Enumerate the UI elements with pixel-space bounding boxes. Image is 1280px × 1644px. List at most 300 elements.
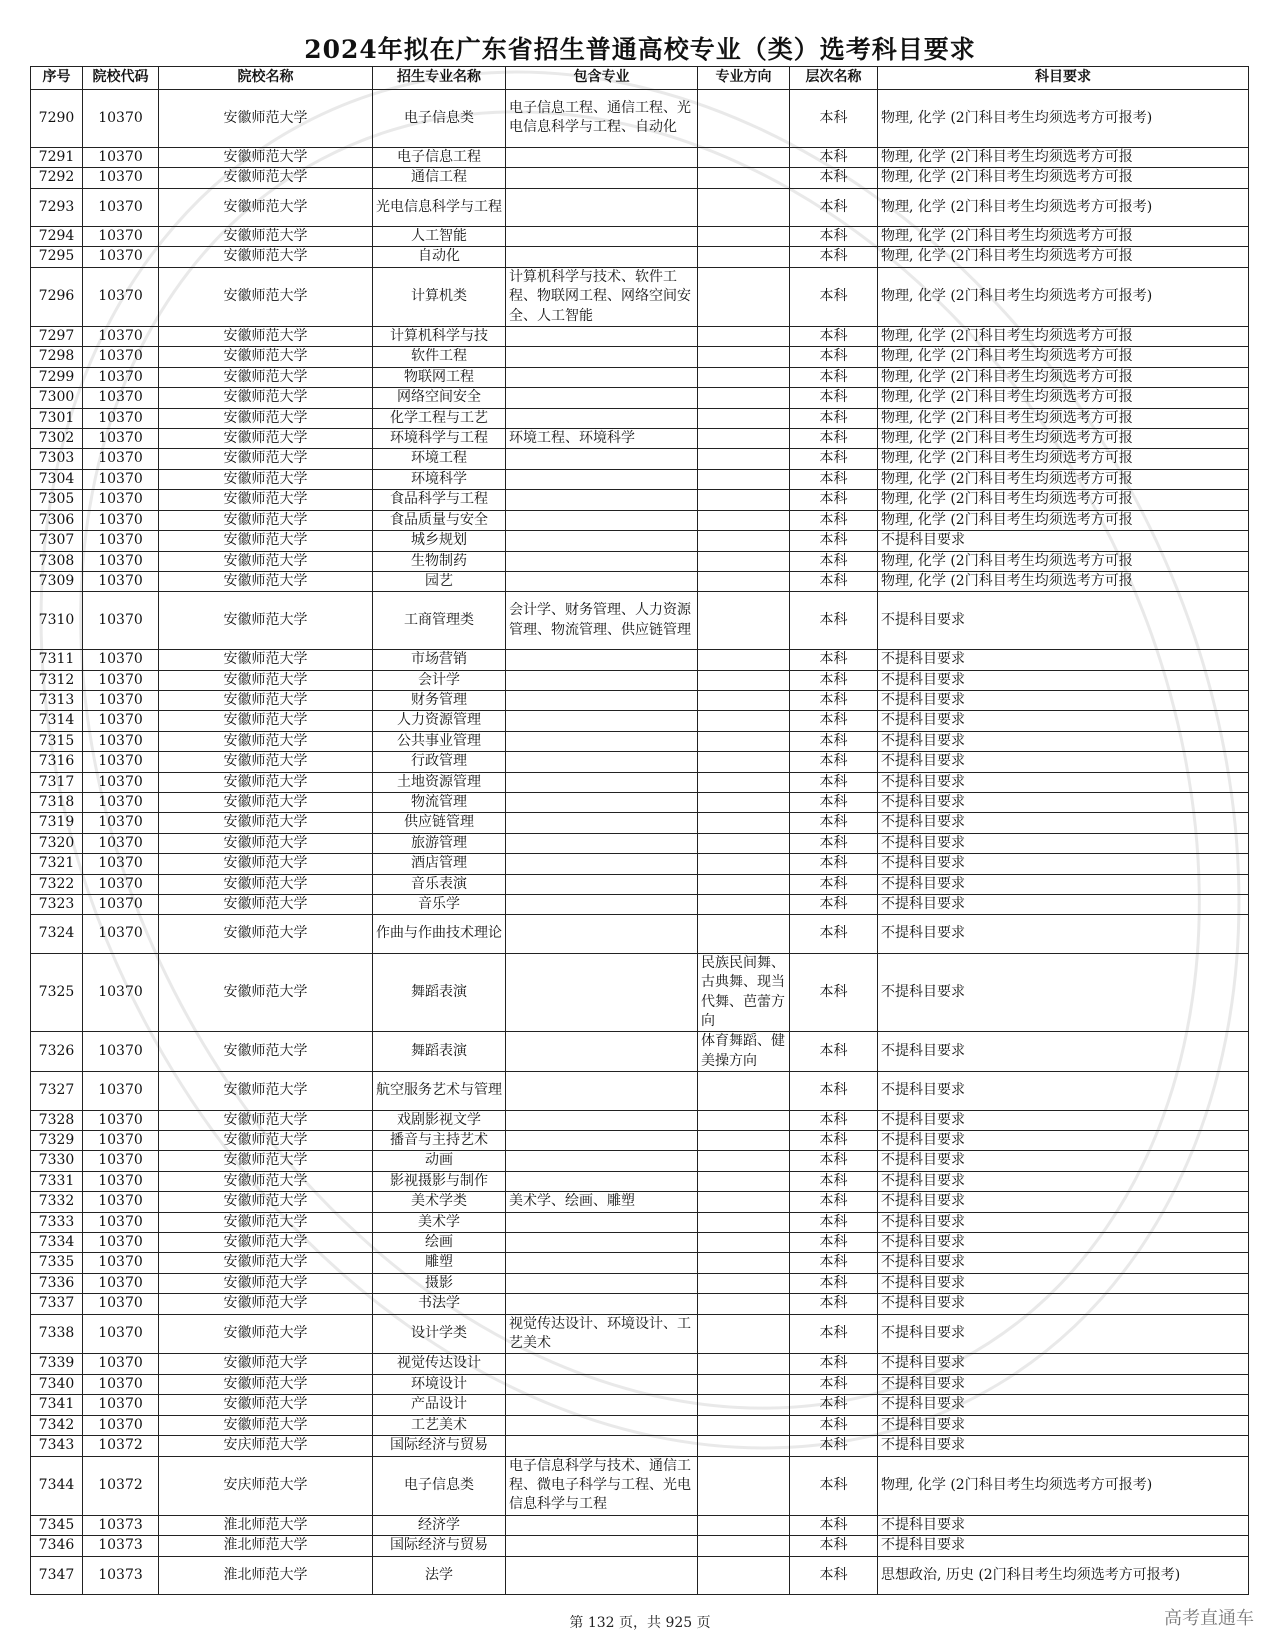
- cell-included-majors: [506, 731, 698, 751]
- table-row: [31, 1151, 1249, 1171]
- cell-subject-requirements: 物理, 化学 (2门科目考生均须选考方可报考): [878, 267, 1249, 326]
- cell-included-majors: [506, 510, 698, 530]
- cell-school-name: 安徽师范大学: [159, 1395, 373, 1415]
- cell-major-name: 环境科学: [373, 469, 506, 489]
- cell-level: 本科: [790, 1395, 878, 1415]
- cell-major-name: 国际经济与贸易: [373, 1536, 506, 1556]
- cell-subject-requirements: 物理, 化学 (2门科目考生均须选考方可报: [878, 469, 1249, 489]
- cell-index: 7343: [31, 1436, 83, 1456]
- cell-major-name: 土地资源管理: [373, 772, 506, 792]
- cell-subject-requirements: 不提科目要求: [878, 1032, 1249, 1072]
- table-row: [31, 792, 1249, 812]
- cell-level: 本科: [790, 1171, 878, 1191]
- cell-school-name: 安徽师范大学: [159, 490, 373, 510]
- cell-major-name: 城乡规划: [373, 531, 506, 551]
- cell-included-majors: [506, 813, 698, 833]
- cell-index: 7320: [31, 833, 83, 853]
- cell-included-majors: [506, 854, 698, 874]
- cell-major-direction: [698, 510, 790, 530]
- cell-level: 本科: [790, 1415, 878, 1435]
- cell-school-name: 安徽师范大学: [159, 592, 373, 650]
- table-row: [31, 367, 1249, 387]
- cell-included-majors: [506, 772, 698, 792]
- cell-index: 7306: [31, 510, 83, 530]
- cell-major-direction: [698, 168, 790, 188]
- table-row: [31, 670, 1249, 690]
- cell-school-name: 安徽师范大学: [159, 1131, 373, 1151]
- table-row: [31, 650, 1249, 670]
- cell-school-name: 安徽师范大学: [159, 953, 373, 1032]
- cell-school-name: 安徽师范大学: [159, 731, 373, 751]
- cell-major-direction: [698, 327, 790, 347]
- cell-index: 7336: [31, 1273, 83, 1293]
- cell-included-majors: [506, 953, 698, 1032]
- cell-school-name: 安庆师范大学: [159, 1456, 373, 1515]
- cell-level: 本科: [790, 408, 878, 428]
- cell-index: 7308: [31, 551, 83, 571]
- cell-major-direction: [698, 1212, 790, 1232]
- cell-school-name: 安徽师范大学: [159, 90, 373, 148]
- cell-index: 7331: [31, 1171, 83, 1191]
- table-row: [31, 1233, 1249, 1253]
- table-row: [31, 1131, 1249, 1151]
- cell-index: 7329: [31, 1131, 83, 1151]
- cell-index: 7332: [31, 1192, 83, 1212]
- cell-major-name: 书法学: [373, 1294, 506, 1314]
- cell-subject-requirements: 物理, 化学 (2门科目考生均须选考方可报: [878, 168, 1249, 188]
- cell-major-direction: [698, 347, 790, 367]
- header-level: 层次名称: [790, 67, 878, 90]
- cell-subject-requirements: 不提科目要求: [878, 1515, 1249, 1535]
- cell-index: 7302: [31, 429, 83, 449]
- cell-major-direction: [698, 1151, 790, 1171]
- table-row: [31, 1374, 1249, 1394]
- table-row: [31, 1032, 1249, 1072]
- cell-major-direction: [698, 592, 790, 650]
- cell-school-name: 安徽师范大学: [159, 388, 373, 408]
- cell-school-code: 10370: [83, 592, 159, 650]
- cell-level: 本科: [790, 1374, 878, 1394]
- cell-school-name: 安徽师范大学: [159, 690, 373, 710]
- table-row: [31, 592, 1249, 650]
- cell-level: 本科: [790, 690, 878, 710]
- table-row: [31, 510, 1249, 530]
- cell-index: 7312: [31, 670, 83, 690]
- cell-major-name: 供应链管理: [373, 813, 506, 833]
- cell-included-majors: [506, 1374, 698, 1394]
- cell-index: 7335: [31, 1253, 83, 1273]
- cell-school-name: 安徽师范大学: [159, 408, 373, 428]
- cell-school-code: 10370: [83, 408, 159, 428]
- cell-level: 本科: [790, 813, 878, 833]
- table-row: [31, 1556, 1249, 1594]
- cell-index: 7296: [31, 267, 83, 326]
- table-row: [31, 711, 1249, 731]
- table-row: [31, 327, 1249, 347]
- cell-major-direction: [698, 650, 790, 670]
- table-row: [31, 469, 1249, 489]
- cell-major-direction: [698, 551, 790, 571]
- cell-school-name: 安徽师范大学: [159, 1294, 373, 1314]
- cell-included-majors: 视觉传达设计、环境设计、工艺美术: [506, 1314, 698, 1354]
- cell-subject-requirements: 物理, 化学 (2门科目考生均须选考方可报: [878, 247, 1249, 267]
- cell-major-direction: [698, 854, 790, 874]
- cell-index: 7316: [31, 752, 83, 772]
- cell-major-direction: [698, 388, 790, 408]
- cell-level: 本科: [790, 1436, 878, 1456]
- cell-major-direction: [698, 571, 790, 591]
- cell-level: 本科: [790, 1354, 878, 1374]
- cell-level: 本科: [790, 510, 878, 530]
- table-row: [31, 1294, 1249, 1314]
- cell-index: 7347: [31, 1556, 83, 1594]
- cell-level: 本科: [790, 267, 878, 326]
- cell-major-name: 雕塑: [373, 1253, 506, 1273]
- cell-major-direction: [698, 429, 790, 449]
- cell-subject-requirements: 物理, 化学 (2门科目考生均须选考方可报考): [878, 1456, 1249, 1515]
- cell-subject-requirements: 物理, 化学 (2门科目考生均须选考方可报: [878, 449, 1249, 469]
- cell-subject-requirements: 不提科目要求: [878, 1253, 1249, 1273]
- cell-school-code: 10370: [83, 792, 159, 812]
- cell-included-majors: 会计学、财务管理、人力资源管理、物流管理、供应链管理: [506, 592, 698, 650]
- cell-level: 本科: [790, 147, 878, 167]
- cell-major-direction: [698, 188, 790, 226]
- cell-included-majors: [506, 1171, 698, 1191]
- cell-school-code: 10370: [83, 1212, 159, 1232]
- cell-included-majors: [506, 1131, 698, 1151]
- table-row: [31, 168, 1249, 188]
- table-row: [31, 1110, 1249, 1130]
- cell-major-direction: 民族民间舞、古典舞、现当代舞、芭蕾方向: [698, 953, 790, 1032]
- cell-included-majors: [506, 1294, 698, 1314]
- cell-level: 本科: [790, 1110, 878, 1130]
- cell-school-code: 10373: [83, 1515, 159, 1535]
- cell-subject-requirements: 物理, 化学 (2门科目考生均须选考方可报: [878, 551, 1249, 571]
- table-row: [31, 874, 1249, 894]
- cell-school-code: 10370: [83, 874, 159, 894]
- cell-major-direction: [698, 1436, 790, 1456]
- cell-index: 7345: [31, 1515, 83, 1535]
- cell-subject-requirements: 不提科目要求: [878, 894, 1249, 914]
- cell-level: 本科: [790, 367, 878, 387]
- header-index: 序号: [31, 67, 83, 90]
- cell-school-name: 安徽师范大学: [159, 571, 373, 591]
- cell-index: 7292: [31, 168, 83, 188]
- cell-school-code: 10370: [83, 1253, 159, 1273]
- cell-major-name: 影视摄影与制作: [373, 1171, 506, 1191]
- cell-index: 7290: [31, 90, 83, 148]
- cell-school-name: 安徽师范大学: [159, 1314, 373, 1354]
- cell-major-direction: [698, 1110, 790, 1130]
- cell-included-majors: [506, 168, 698, 188]
- cell-major-name: 视觉传达设计: [373, 1354, 506, 1374]
- cell-included-majors: 电子信息科学与技术、通信工程、微电子科学与工程、光电信息科学与工程: [506, 1456, 698, 1515]
- cell-school-code: 10370: [83, 388, 159, 408]
- cell-major-name: 音乐表演: [373, 874, 506, 894]
- cell-level: 本科: [790, 752, 878, 772]
- cell-level: 本科: [790, 188, 878, 226]
- cell-index: 7294: [31, 227, 83, 247]
- cell-index: 7291: [31, 147, 83, 167]
- cell-school-code: 10370: [83, 147, 159, 167]
- cell-school-code: 10370: [83, 1151, 159, 1171]
- cell-school-code: 10370: [83, 510, 159, 530]
- table-row: [31, 551, 1249, 571]
- cell-included-majors: [506, 551, 698, 571]
- cell-school-name: 安徽师范大学: [159, 1110, 373, 1130]
- table-row: [31, 188, 1249, 226]
- cell-major-direction: [698, 449, 790, 469]
- cell-major-direction: [698, 1131, 790, 1151]
- cell-school-name: 安徽师范大学: [159, 429, 373, 449]
- cell-major-name: 国际经济与贸易: [373, 1436, 506, 1456]
- cell-major-name: 人力资源管理: [373, 711, 506, 731]
- cell-school-name: 安庆师范大学: [159, 1436, 373, 1456]
- cell-school-code: 10370: [83, 1131, 159, 1151]
- cell-school-name: 淮北师范大学: [159, 1556, 373, 1594]
- cell-school-code: 10370: [83, 227, 159, 247]
- cell-included-majors: [506, 327, 698, 347]
- cell-index: 7305: [31, 490, 83, 510]
- cell-index: 7328: [31, 1110, 83, 1130]
- cell-subject-requirements: 不提科目要求: [878, 772, 1249, 792]
- cell-school-name: 安徽师范大学: [159, 469, 373, 489]
- cell-school-code: 10370: [83, 752, 159, 772]
- cell-included-majors: [506, 347, 698, 367]
- cell-major-name: 设计学类: [373, 1314, 506, 1354]
- cell-major-direction: [698, 469, 790, 489]
- table-row: [31, 1212, 1249, 1232]
- cell-major-name: 物流管理: [373, 792, 506, 812]
- cell-school-name: 安徽师范大学: [159, 772, 373, 792]
- cell-subject-requirements: 物理, 化学 (2门科目考生均须选考方可报: [878, 388, 1249, 408]
- cell-major-name: 美术学: [373, 1212, 506, 1232]
- cell-major-name: 电子信息工程: [373, 147, 506, 167]
- cell-major-name: 园艺: [373, 571, 506, 591]
- table-row: [31, 227, 1249, 247]
- header-major-name: 招生专业名称: [373, 67, 506, 90]
- table-row: [31, 147, 1249, 167]
- cell-school-code: 10370: [83, 1273, 159, 1293]
- table-row: [31, 388, 1249, 408]
- cell-major-direction: [698, 731, 790, 751]
- cell-major-name: 工艺美术: [373, 1415, 506, 1435]
- cell-major-direction: [698, 752, 790, 772]
- cell-subject-requirements: 物理, 化学 (2门科目考生均须选考方可报: [878, 227, 1249, 247]
- cell-major-name: 化学工程与工艺: [373, 408, 506, 428]
- cell-subject-requirements: 不提科目要求: [878, 1192, 1249, 1212]
- cell-school-name: 安徽师范大学: [159, 670, 373, 690]
- cell-subject-requirements: 不提科目要求: [878, 531, 1249, 551]
- cell-level: 本科: [790, 327, 878, 347]
- cell-school-code: 10370: [83, 367, 159, 387]
- table-row: [31, 813, 1249, 833]
- cell-included-majors: [506, 388, 698, 408]
- cell-school-name: 安徽师范大学: [159, 247, 373, 267]
- cell-major-name: 法学: [373, 1556, 506, 1594]
- cell-school-name: 安徽师范大学: [159, 1212, 373, 1232]
- cell-major-direction: [698, 531, 790, 551]
- cell-included-majors: [506, 1395, 698, 1415]
- cell-major-direction: [698, 874, 790, 894]
- cell-school-name: 安徽师范大学: [159, 752, 373, 772]
- cell-index: 7322: [31, 874, 83, 894]
- cell-major-name: 计算机科学与技: [373, 327, 506, 347]
- cell-index: 7317: [31, 772, 83, 792]
- cell-level: 本科: [790, 854, 878, 874]
- cell-school-name: 安徽师范大学: [159, 168, 373, 188]
- cell-level: 本科: [790, 551, 878, 571]
- cell-included-majors: [506, 571, 698, 591]
- cell-major-name: 食品质量与安全: [373, 510, 506, 530]
- cell-included-majors: [506, 833, 698, 853]
- cell-level: 本科: [790, 772, 878, 792]
- cell-major-name: 动画: [373, 1151, 506, 1171]
- cell-subject-requirements: 不提科目要求: [878, 1110, 1249, 1130]
- cell-level: 本科: [790, 449, 878, 469]
- cell-index: 7295: [31, 247, 83, 267]
- cell-subject-requirements: 不提科目要求: [878, 792, 1249, 812]
- cell-subject-requirements: 物理, 化学 (2门科目考生均须选考方可报: [878, 510, 1249, 530]
- cell-subject-requirements: 不提科目要求: [878, 1131, 1249, 1151]
- cell-subject-requirements: 不提科目要求: [878, 670, 1249, 690]
- cell-major-direction: [698, 813, 790, 833]
- cell-school-code: 10370: [83, 1395, 159, 1415]
- table-row: [31, 1314, 1249, 1354]
- table-row: [31, 772, 1249, 792]
- cell-level: 本科: [790, 1072, 878, 1110]
- table-row: [31, 449, 1249, 469]
- cell-subject-requirements: 不提科目要求: [878, 1171, 1249, 1191]
- cell-subject-requirements: 不提科目要求: [878, 1374, 1249, 1394]
- cell-school-name: 安徽师范大学: [159, 874, 373, 894]
- cell-major-name: 作曲与作曲技术理论: [373, 915, 506, 953]
- table-row: [31, 1515, 1249, 1535]
- cell-school-code: 10370: [83, 1032, 159, 1072]
- cell-major-name: 电子信息类: [373, 1456, 506, 1515]
- cell-school-code: 10370: [83, 168, 159, 188]
- cell-subject-requirements: 不提科目要求: [878, 915, 1249, 953]
- cell-school-code: 10370: [83, 1072, 159, 1110]
- cell-school-code: 10370: [83, 1171, 159, 1191]
- cell-index: 7337: [31, 1294, 83, 1314]
- header-subject-requirements: 科目要求: [878, 67, 1249, 90]
- cell-school-name: 安徽师范大学: [159, 510, 373, 530]
- cell-level: 本科: [790, 1212, 878, 1232]
- cell-major-direction: [698, 1456, 790, 1515]
- cell-school-code: 10372: [83, 1436, 159, 1456]
- cell-school-name: 安徽师范大学: [159, 1151, 373, 1171]
- cell-major-name: 环境科学与工程: [373, 429, 506, 449]
- cell-school-code: 10370: [83, 915, 159, 953]
- cell-level: 本科: [790, 792, 878, 812]
- cell-included-majors: [506, 792, 698, 812]
- cell-index: 7323: [31, 894, 83, 914]
- cell-included-majors: 计算机科学与技术、软件工程、物联网工程、网络空间安全、人工智能: [506, 267, 698, 326]
- cell-subject-requirements: 不提科目要求: [878, 731, 1249, 751]
- cell-major-name: 食品科学与工程: [373, 490, 506, 510]
- cell-level: 本科: [790, 1556, 878, 1594]
- cell-level: 本科: [790, 90, 878, 148]
- cell-school-code: 10370: [83, 429, 159, 449]
- table-row: [31, 429, 1249, 449]
- cell-index: 7342: [31, 1415, 83, 1435]
- cell-included-majors: [506, 1556, 698, 1594]
- cell-major-name: 环境设计: [373, 1374, 506, 1394]
- cell-included-majors: [506, 894, 698, 914]
- cell-index: 7304: [31, 469, 83, 489]
- cell-major-name: 电子信息类: [373, 90, 506, 148]
- cell-major-name: 自动化: [373, 247, 506, 267]
- cell-major-direction: [698, 792, 790, 812]
- cell-school-code: 10370: [83, 267, 159, 326]
- cell-level: 本科: [790, 650, 878, 670]
- cell-major-direction: [698, 690, 790, 710]
- cell-major-direction: [698, 772, 790, 792]
- cell-major-name: 环境工程: [373, 449, 506, 469]
- cell-level: 本科: [790, 592, 878, 650]
- cell-major-name: 公共事业管理: [373, 731, 506, 751]
- cell-index: 7330: [31, 1151, 83, 1171]
- cell-major-name: 工商管理类: [373, 592, 506, 650]
- cell-major-direction: [698, 1294, 790, 1314]
- cell-level: 本科: [790, 1233, 878, 1253]
- cell-index: 7341: [31, 1395, 83, 1415]
- cell-school-name: 安徽师范大学: [159, 531, 373, 551]
- cell-index: 7311: [31, 650, 83, 670]
- cell-major-direction: [698, 490, 790, 510]
- cell-major-direction: [698, 1556, 790, 1594]
- cell-major-direction: [698, 670, 790, 690]
- cell-included-majors: [506, 247, 698, 267]
- cell-index: 7300: [31, 388, 83, 408]
- cell-school-name: 安徽师范大学: [159, 347, 373, 367]
- cell-school-name: 淮北师范大学: [159, 1536, 373, 1556]
- cell-school-name: 安徽师范大学: [159, 1354, 373, 1374]
- cell-subject-requirements: 不提科目要求: [878, 690, 1249, 710]
- cell-index: 7326: [31, 1032, 83, 1072]
- cell-subject-requirements: 不提科目要求: [878, 711, 1249, 731]
- cell-major-name: 航空服务艺术与管理: [373, 1072, 506, 1110]
- cell-included-majors: [506, 147, 698, 167]
- cell-major-direction: [698, 1354, 790, 1374]
- cell-included-majors: [506, 752, 698, 772]
- cell-level: 本科: [790, 531, 878, 551]
- cell-school-code: 10370: [83, 813, 159, 833]
- cell-school-code: 10370: [83, 1415, 159, 1435]
- cell-school-code: 10370: [83, 854, 159, 874]
- cell-included-majors: [506, 367, 698, 387]
- cell-level: 本科: [790, 1314, 878, 1354]
- cell-subject-requirements: 不提科目要求: [878, 874, 1249, 894]
- cell-index: 7321: [31, 854, 83, 874]
- cell-major-direction: [698, 147, 790, 167]
- table-row: [31, 408, 1249, 428]
- cell-major-name: 生物制药: [373, 551, 506, 571]
- cell-included-majors: 美术学、绘画、雕塑: [506, 1192, 698, 1212]
- cell-school-name: 安徽师范大学: [159, 833, 373, 853]
- cell-school-code: 10370: [83, 731, 159, 751]
- header-school-name: 院校名称: [159, 67, 373, 90]
- cell-school-code: 10370: [83, 188, 159, 226]
- cell-school-code: 10373: [83, 1556, 159, 1594]
- cell-level: 本科: [790, 670, 878, 690]
- cell-included-majors: [506, 915, 698, 953]
- table-row: [31, 752, 1249, 772]
- cell-included-majors: [506, 690, 698, 710]
- cell-subject-requirements: 不提科目要求: [878, 813, 1249, 833]
- cell-level: 本科: [790, 168, 878, 188]
